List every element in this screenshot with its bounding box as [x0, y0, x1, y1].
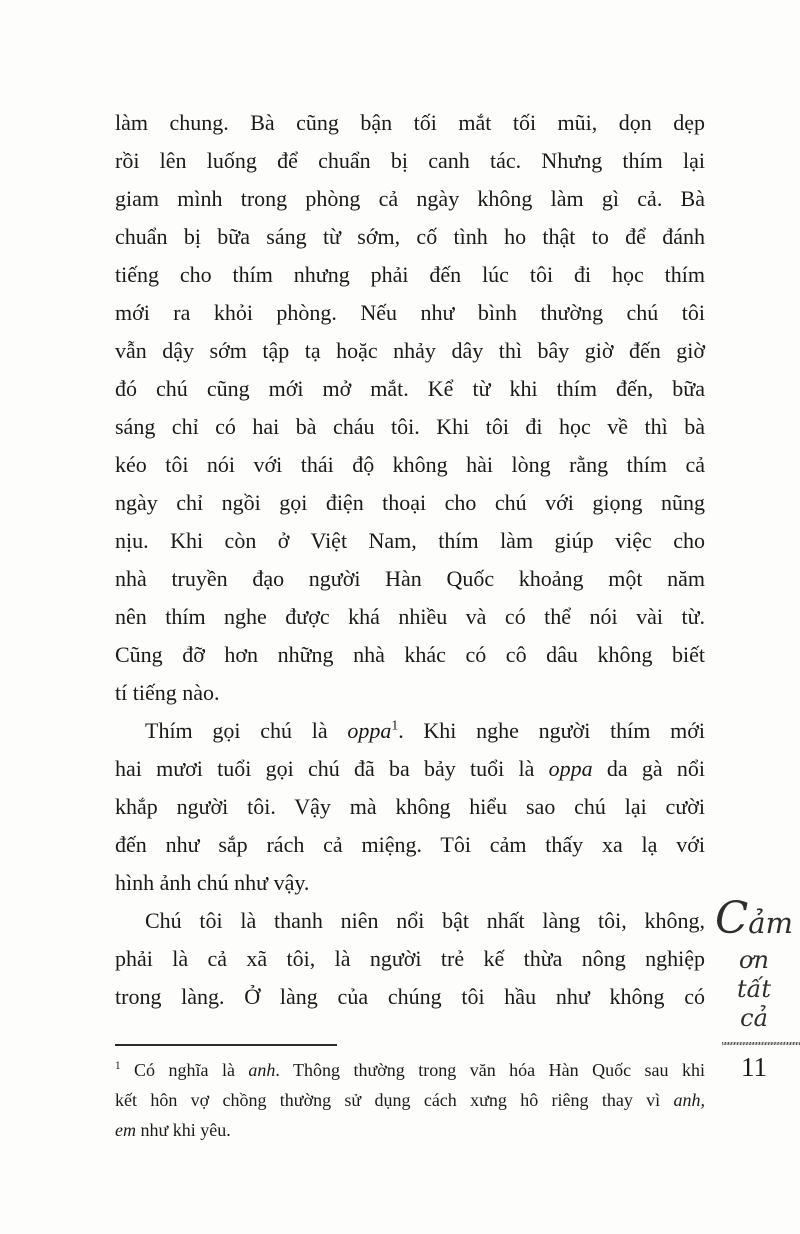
margin-title-word: cả: [740, 1004, 768, 1032]
body-text-line: hình ảnh chú như vậy.: [115, 870, 310, 895]
italic-term-oppa: oppa: [548, 756, 593, 781]
body-text-segment: hai mươi tuổi gọi chú đã ba bảy tuổi là: [115, 756, 549, 781]
margin-title-word: tất: [737, 975, 771, 1003]
body-text-line: khắp người tôi. Vậy mà không hiểu sao chú lại cười: [115, 794, 705, 819]
body-text-line: phải là cả xã tôi, là người trẻ kế thừa nông nghiệp: [115, 946, 705, 971]
body-text-line: nịu. Khi còn ở Việt Nam, thím làm giúp việc cho: [115, 528, 705, 553]
body-text-line: tiếng cho thím nhưng phải đến lúc tôi đi học thím: [115, 262, 705, 287]
body-text-line: rồi lên luống để chuẩn bị canh tác. Nhưng thím lại: [115, 148, 705, 173]
margin-title-word: Cảm: [714, 894, 794, 944]
body-text-line: mới ra khỏi phòng. Nếu như bình thường chú tôi: [115, 300, 705, 325]
body-text-segment: da gà nổi: [592, 756, 705, 781]
page-number: 11: [741, 1052, 767, 1082]
body-text-line: Cũng đỡ hơn những nhà khác có cô dâu không biết: [115, 642, 705, 667]
body-text-column: [115, 104, 705, 1016]
footnote-line: [115, 1085, 705, 1115]
italic-term-anh: anh,: [673, 1090, 705, 1110]
margin-title-word: ơn: [739, 946, 769, 974]
margin-book-title: [710, 896, 798, 1033]
italic-term-anh: anh: [248, 1060, 276, 1080]
footnote-segment: Có nghĩa là: [120, 1060, 249, 1080]
body-text-segment: Thím gọi chú là: [145, 718, 348, 743]
body-text-line: tí tiếng nào.: [115, 680, 220, 705]
italic-term-oppa: oppa: [347, 718, 392, 743]
footnote-segment: . Thông thường trong văn hóa Hàn Quốc sau khi: [275, 1060, 705, 1080]
body-text-line: chuẩn bị bữa sáng từ sớm, cố tình ho thật to để đánh: [115, 224, 705, 249]
body-text-line: đó chú cũng mới mở mắt. Kể từ khi thím đến, bữa: [115, 376, 705, 401]
body-text-line: nên thím nghe được khá nhiều và có thể nói vài từ.: [115, 604, 705, 629]
footnote-line: [115, 1055, 705, 1085]
footnote-line: [115, 1115, 705, 1145]
body-text-line: kéo tôi nói với thái độ không hài lòng rằng thím cả: [115, 452, 705, 477]
body-text-line: giam mình trong phòng cả ngày không làm gì cả. Bà: [115, 186, 705, 211]
body-text-line: vẫn dậy sớm tập tạ hoặc nhảy dây thì bây giờ đến giờ: [115, 338, 705, 363]
margin-decorative-rule: [722, 1042, 800, 1045]
footnote-marker: 1: [115, 1060, 121, 1072]
italic-term-em: em: [115, 1120, 136, 1140]
footnote: [115, 1044, 705, 1145]
body-text-line: nhà truyền đạo người Hàn Quốc khoảng một năm: [115, 566, 705, 591]
body-text-line: sáng chỉ có hai bà cháu tôi. Khi tôi đi học về thì bà: [115, 414, 705, 439]
body-text-line: làm chung. Bà cũng bận tối mắt tối mũi, dọn dẹp: [115, 110, 705, 135]
footnote-reference-marker: 1: [391, 717, 399, 733]
body-text-line: ngày chỉ ngồi gọi điện thoại cho chú với giọng nũng: [115, 490, 705, 515]
body-text-line: trong làng. Ở làng của chúng tôi hầu như không có: [115, 984, 705, 1009]
body-text-line: Chú tôi là thanh niên nổi bật nhất làng tôi, không,: [145, 908, 705, 933]
body-text-line: [115, 712, 705, 750]
body-text-line: đến như sắp rách cả miệng. Tôi cảm thấy xa lạ với: [115, 832, 705, 857]
footnote-segment: kết hôn vợ chồng thường sử dụng cách xưng hô riêng thay vì: [115, 1090, 674, 1110]
footnote-divider: [115, 1044, 337, 1046]
body-text-line: [115, 750, 705, 788]
body-text-segment: . Khi nghe người thím mới: [398, 718, 705, 743]
footnote-segment: như khi yêu.: [136, 1120, 231, 1140]
